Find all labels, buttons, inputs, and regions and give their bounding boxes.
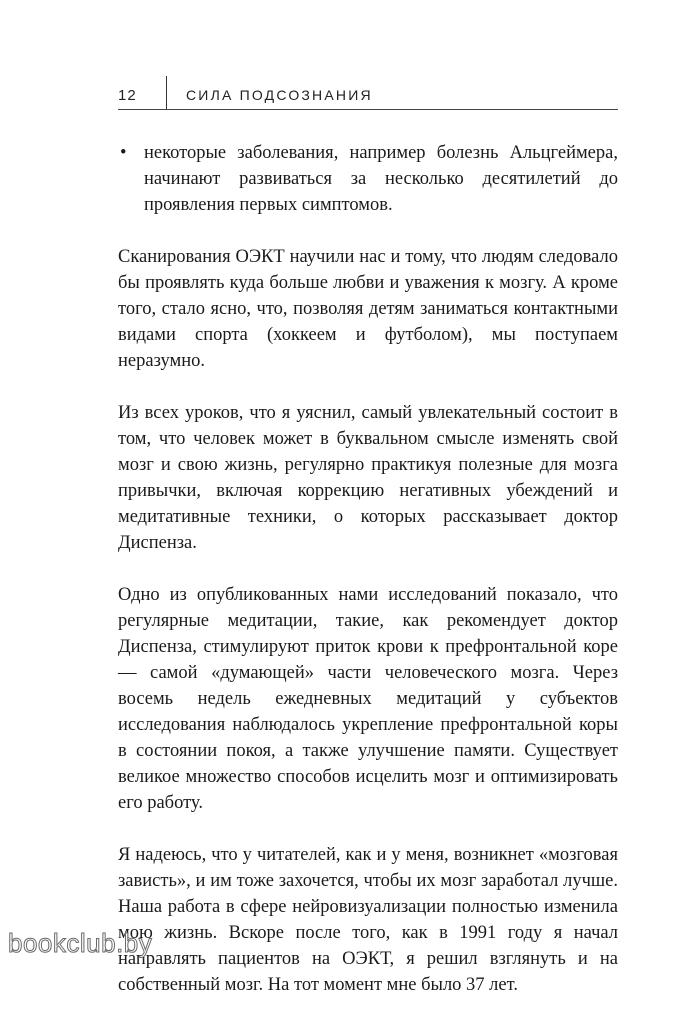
bullet-text: некоторые заболевания, например болезнь Альцгеймера, начинают развиваться за несколько десятилетий до проявления первых симптомов. [144,143,618,215]
header-divider [166,76,167,110]
paragraph-2: Из всех уроков, что я уяснил, самый увлекательный состоит в том, что человек может в буквальном смысле изменять свой мозг и свою жизнь, регулярно практикуя полезные для мозга привычки, включая коррекцию негативных убеждений и медитативные техники, о которых рассказывает доктор Диспенза. [118,403,618,553]
running-title: СИЛА ПОДСОЗНАНИЯ [186,87,373,103]
bullet-icon: • [120,143,127,163]
paragraph-3: Одно из опубликованных нами исследований показало, что регулярные медитации, такие, как рекомендует доктор Диспенза, стимулируют приток крови к префронтальной коре — самой «думающей» части человеческого мозга. Через восемь недель ежедневных медитаций у субъектов исследования наблюдалось укрепление префронтальной коры в состоянии покоя, а также улучшение памяти. Существует великое множество способов исцелить мозг и оптимизировать его работу. [118,585,618,813]
bullet-item [118,140,618,218]
paragraph-1: Сканирования ОЭКТ научили нас и тому, что людям следовало бы проявлять куда больше любви и уважения к мозгу. А кроме того, стало ясно, что, позволяя детям заниматься контактными видами спорта (хоккеем и футболом), мы поступаем неразумно. [118,247,618,371]
page-header [118,70,618,110]
watermark-logo: bookclub.by [8,928,153,958]
page-body [118,140,618,1024]
paragraph-4: Я надеюсь, что у читателей, как и у меня, возникнет «мозговая зависть», и им тоже захочется, чтобы их мозг заработал лучше. Наша работа в сфере нейровизуализации полностью изменила мою жизнь. Вскоре после того, как в 1991 году я начал направлять пациентов на ОЭКТ, я решил взглянуть и на собственный мозг. На тот момент мне было 37 лет. [118,845,618,995]
header-rule [118,109,618,110]
page-number: 12 [118,87,137,104]
